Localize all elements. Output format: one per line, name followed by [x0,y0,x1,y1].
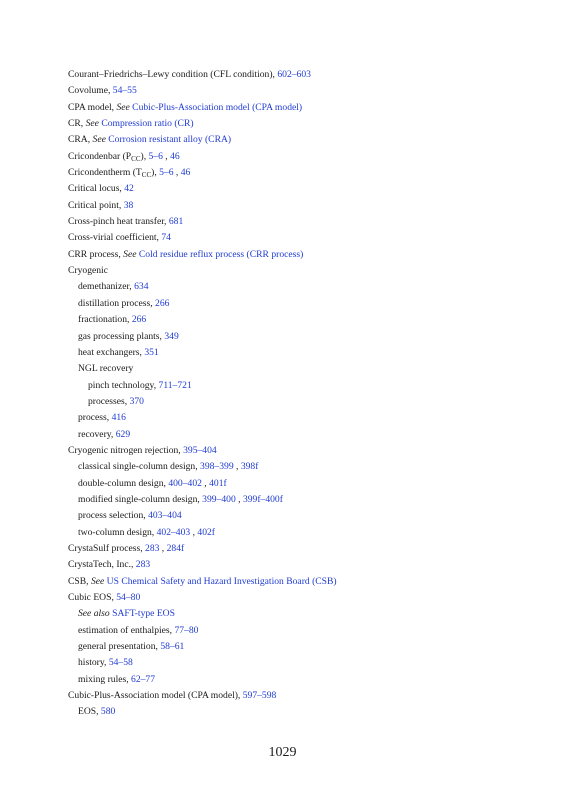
index-subentry [68,329,538,345]
page-reference-link[interactable]: US Chemical Safety and Hazard Investigation Board (CSB) [106,575,337,587]
entry-text: CPA model, [68,101,117,113]
page-reference-link[interactable]: 74 [161,232,171,244]
entry-text: CSB, [68,575,91,587]
index-entry [68,247,538,263]
page-reference-link[interactable]: 398–399 [200,461,234,473]
entry-text: , [201,477,210,489]
entry-text: CrystaSulf process, [68,542,146,554]
entry-text: process, [78,412,112,424]
entry-text: CR, [68,118,86,130]
entry-text: Cryogenic [68,265,108,277]
index-subentry [68,476,538,492]
entry-text: double-column design, [78,477,169,489]
index-entry [68,557,538,573]
entry-text: Cubic EOS, [68,592,117,603]
index-entry [68,590,538,606]
index-entry [68,132,538,148]
page-reference-link[interactable]: 46 [180,167,191,179]
index-entry [68,83,538,99]
index-subentry [68,427,538,443]
entry-text: process selection, [78,510,149,522]
page-reference-link[interactable]: 5–6 [159,167,174,179]
see-reference-label: See [90,575,105,587]
index-entry [68,181,538,197]
page-number: 1029 [268,745,297,760]
subscript-text: CC [131,154,141,163]
index-entry [68,443,538,459]
page-reference-link[interactable]: 266 [131,314,147,326]
index-entry [68,149,538,165]
index-subentry [68,459,538,475]
entry-text: gas processing plants, [78,330,165,342]
see-reference-label: See [85,118,99,130]
index-subentry [68,492,538,508]
index-entry [68,198,538,214]
entry-text: fractionation, [78,314,132,326]
see-reference-label: See [123,248,137,260]
entry-text: CRR process, [68,248,124,260]
page-reference-link[interactable]: 398f [240,461,259,473]
page-reference-link[interactable]: Cold residue reflux process (CRR process) [138,248,304,260]
page-reference-link[interactable]: 284f [166,542,185,554]
entry-text: , [159,542,167,554]
page-reference-link[interactable]: 395–404 [183,444,217,456]
index-entry [68,230,538,246]
page-reference-link[interactable]: 370 [129,395,144,407]
see-reference-label: See [116,101,130,113]
page-reference-link[interactable]: 602–603 [277,69,311,80]
entry-text: Critical point, [68,199,124,211]
index-subentry [68,704,538,720]
page-reference-link[interactable]: 580 [100,706,116,718]
index-entry [68,100,538,116]
index-subentry [68,639,538,655]
page-reference-link[interactable]: 46 [170,150,180,162]
index-entry [68,574,538,590]
index-entry [68,688,538,704]
page-reference-link[interactable]: 416 [111,412,126,424]
entry-text: , [233,461,241,473]
page-reference-link[interactable]: 283 [135,559,151,571]
entry-text: Cricondenbar (P [68,150,132,162]
index-entry [68,67,538,83]
entry-text: mixing rules, [78,673,132,685]
page-reference-link[interactable]: 266 [155,297,170,309]
page-reference-link[interactable]: 38 [123,199,134,211]
entry-text: ), [151,167,160,179]
entry-text: general presentation, [78,641,161,653]
page-reference-link[interactable]: Cubic-Plus-Association model (CPA model) [132,101,303,113]
entry-text: two-column design, [78,526,157,538]
index-subentry [68,279,538,295]
page-reference-link[interactable]: 54–58 [108,657,133,669]
entry-text: estimation of enthalpies, [78,624,175,636]
page-reference-link[interactable]: 62–77 [131,673,156,685]
index-subsubentry [68,378,538,394]
page-reference-link[interactable]: 634 [134,281,149,293]
page-reference-link[interactable]: 403–404 [148,510,182,522]
entry-text: Critical locus, [68,183,125,195]
index-subentry [68,296,538,312]
index-subentry [68,623,538,639]
entry-text: Covolume, [68,85,113,97]
page-reference-link[interactable]: 5–6 [148,150,163,162]
entry-text: , [190,526,198,538]
entry-text: CRA, [68,134,93,146]
index-entry [68,541,538,557]
see-reference-label: See also [78,608,110,620]
index-subentry [68,410,538,426]
index-entry [68,116,538,132]
entry-text: history, [78,657,109,669]
entry-text: Cubic-Plus-Association model (CPA model), [68,690,243,702]
entry-text: Courant–Friedrichs–Lewy condition (CFL condition), [68,69,278,80]
page-reference-link[interactable]: Compression ratio (CR) [101,118,194,130]
entry-text: pinch technology, [88,379,159,391]
index-subentry [68,312,538,328]
page-reference-link[interactable]: 400–402 [168,477,202,489]
page-reference-link[interactable]: 402–403 [156,526,191,538]
page-reference-link[interactable]: 681 [168,216,184,228]
index-entry [68,214,538,230]
page-reference-link[interactable]: 399f–400f [242,493,283,505]
page-reference-link[interactable]: 349 [164,330,179,342]
entry-text: EOS, [78,706,101,718]
page-reference-link[interactable]: 711–721 [158,379,192,391]
index-entry [68,165,538,181]
index-entries [68,67,538,721]
entry-text: , [162,150,171,162]
entry-text: distillation process, [78,297,156,309]
entry-text: Cross-virial coefficient, [68,232,162,244]
page-reference-link[interactable]: 54–80 [116,592,141,603]
index-entry [68,263,538,279]
entry-text: demethanizer, [78,281,135,293]
entry-text: processes, [88,395,130,407]
entry-text: classical single-column design, [78,461,201,473]
entry-text: modified single-column design, [78,493,203,505]
entry-text: recovery, [78,428,116,440]
entry-text: ), [140,150,149,162]
entry-text: Cricondentherm (T [68,167,142,179]
index-subentry [68,655,538,671]
index-subentry [68,508,538,524]
index-subentry [68,361,538,377]
page-reference-link[interactable]: 401f [209,477,227,489]
page-reference-link[interactable]: Corrosion resistant alloy (CRA) [108,134,232,146]
entry-text: , [173,167,181,179]
subscript-text: CC [141,171,152,180]
page-reference-link[interactable]: SAFT-type EOS [112,608,175,620]
page-reference-link[interactable]: 77–80 [174,624,199,636]
entry-text: , [235,493,243,505]
page-reference-link[interactable]: 54–55 [112,85,137,97]
index-subentry [68,672,538,688]
index-subentry [68,606,538,622]
page-reference-link[interactable]: 402f [197,526,215,538]
page-reference-link[interactable]: 283 [145,542,160,554]
entry-text: heat exchangers, [78,346,145,358]
index-subentry [68,525,538,541]
page-reference-link[interactable]: 42 [124,183,134,195]
page-reference-link[interactable]: 597–598 [242,690,277,702]
index-subentry [68,345,538,361]
page-reference-link[interactable]: 629 [115,428,131,440]
entry-text: CrystaTech, Inc., [68,559,136,571]
entry-text: Cross-pinch heat transfer, [68,216,169,228]
page-reference-link[interactable]: 351 [144,346,159,358]
entry-text: Cryogenic nitrogen rejection, [68,444,184,456]
page-reference-link[interactable]: 399–400 [202,493,236,505]
entry-text: NGL recovery [78,363,134,375]
see-reference-label: See [92,134,106,146]
index-subsubentry [68,394,538,410]
page-reference-link[interactable]: 58–61 [160,641,185,653]
